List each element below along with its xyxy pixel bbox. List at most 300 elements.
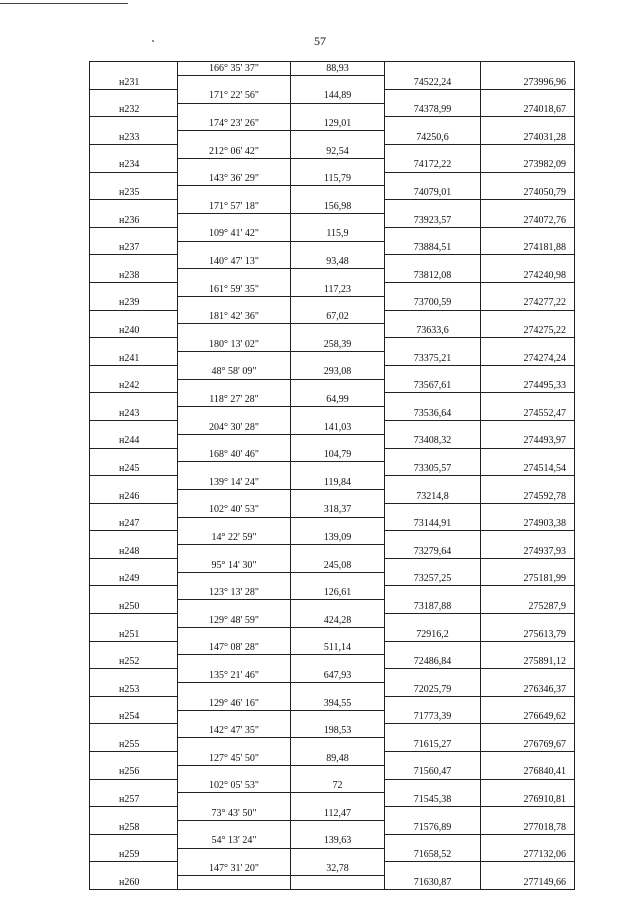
y-coordinate-cell — [481, 117, 575, 131]
x-coordinate-cell: 74250,6 — [385, 131, 481, 145]
distance-cell — [291, 572, 385, 586]
distance-cell — [291, 324, 385, 338]
distance-cell — [291, 462, 385, 476]
angle-cell — [178, 213, 291, 227]
point-name-cell — [90, 172, 178, 186]
point-name-cell — [90, 420, 178, 434]
segment-row — [90, 669, 575, 683]
segment-row — [90, 531, 575, 545]
x-coordinate-cell: 72025,79 — [385, 683, 481, 697]
point-name-cell: н235 — [90, 186, 178, 200]
distance-cell: 88,93 — [291, 62, 385, 76]
angle-cell — [178, 462, 291, 476]
angle-cell: 123° 13' 28" — [178, 586, 291, 600]
x-coordinate-cell — [385, 862, 481, 876]
y-coordinate-cell — [481, 255, 575, 269]
x-coordinate-cell: 73633,6 — [385, 324, 481, 338]
y-coordinate-cell: 274181,88 — [481, 241, 575, 255]
point-row — [90, 379, 575, 393]
segment-row — [90, 862, 575, 876]
point-name-cell: н257 — [90, 793, 178, 807]
point-row — [90, 351, 575, 365]
x-coordinate-cell: 73700,59 — [385, 296, 481, 310]
distance-cell: 318,37 — [291, 503, 385, 517]
x-coordinate-cell — [385, 117, 481, 131]
y-coordinate-cell: 274018,67 — [481, 103, 575, 117]
angle-cell: 129° 46' 16" — [178, 696, 291, 710]
point-row — [90, 241, 575, 255]
x-coordinate-cell: 73884,51 — [385, 241, 481, 255]
segment-row — [90, 89, 575, 103]
distance-cell: 67,02 — [291, 310, 385, 324]
segment-row — [90, 558, 575, 572]
y-coordinate-cell — [481, 752, 575, 766]
y-coordinate-cell — [481, 89, 575, 103]
x-coordinate-cell — [385, 696, 481, 710]
point-name-cell — [90, 503, 178, 517]
x-coordinate-cell: 73923,57 — [385, 213, 481, 227]
point-row — [90, 821, 575, 835]
y-coordinate-cell — [481, 807, 575, 821]
y-coordinate-cell — [481, 669, 575, 683]
point-name-cell — [90, 62, 178, 76]
point-name-cell: н245 — [90, 462, 178, 476]
point-name-cell: н239 — [90, 296, 178, 310]
point-name-cell — [90, 752, 178, 766]
angle-cell — [178, 351, 291, 365]
point-row — [90, 765, 575, 779]
y-coordinate-cell: 275613,79 — [481, 627, 575, 641]
point-name-cell: н255 — [90, 738, 178, 752]
distance-cell: 72 — [291, 779, 385, 793]
angle-cell — [178, 655, 291, 669]
x-coordinate-cell — [385, 310, 481, 324]
distance-cell: 115,9 — [291, 227, 385, 241]
point-name-cell: н233 — [90, 131, 178, 145]
angle-cell — [178, 489, 291, 503]
y-coordinate-cell — [481, 144, 575, 158]
x-coordinate-cell: 74172,22 — [385, 158, 481, 172]
distance-cell: 394,55 — [291, 696, 385, 710]
y-coordinate-cell — [481, 200, 575, 214]
segment-row — [90, 476, 575, 490]
x-coordinate-cell — [385, 338, 481, 352]
x-coordinate-cell — [385, 834, 481, 848]
x-coordinate-cell — [385, 558, 481, 572]
y-coordinate-cell — [481, 862, 575, 876]
y-coordinate-cell: 276910,81 — [481, 793, 575, 807]
x-coordinate-cell — [385, 752, 481, 766]
y-coordinate-cell — [481, 62, 575, 76]
angle-cell — [178, 600, 291, 614]
distance-cell: 647,93 — [291, 669, 385, 683]
angle-cell: 181° 42' 36" — [178, 310, 291, 324]
distance-cell — [291, 296, 385, 310]
angle-cell: 95° 14' 30" — [178, 558, 291, 572]
y-coordinate-cell — [481, 448, 575, 462]
angle-cell — [178, 241, 291, 255]
y-coordinate-cell: 277149,66 — [481, 876, 575, 890]
distance-cell — [291, 545, 385, 559]
distance-cell: 64,99 — [291, 393, 385, 407]
point-row — [90, 738, 575, 752]
page-number: 57 — [314, 34, 326, 48]
point-row — [90, 710, 575, 724]
y-coordinate-cell: 276346,37 — [481, 683, 575, 697]
x-coordinate-cell: 73375,21 — [385, 351, 481, 365]
y-coordinate-cell — [481, 420, 575, 434]
angle-cell — [178, 876, 291, 890]
angle-cell — [178, 186, 291, 200]
distance-cell — [291, 76, 385, 90]
distance-cell — [291, 213, 385, 227]
x-coordinate-cell — [385, 227, 481, 241]
y-coordinate-cell: 277018,78 — [481, 821, 575, 835]
distance-cell: 93,48 — [291, 255, 385, 269]
x-coordinate-cell — [385, 779, 481, 793]
point-name-cell — [90, 641, 178, 655]
angle-cell — [178, 572, 291, 586]
y-coordinate-cell — [481, 310, 575, 324]
angle-cell: 180° 13' 02" — [178, 338, 291, 352]
x-coordinate-cell — [385, 807, 481, 821]
distance-cell: 119,84 — [291, 476, 385, 490]
point-name-cell: н246 — [90, 489, 178, 503]
distance-cell — [291, 407, 385, 421]
angle-cell — [178, 627, 291, 641]
segment-row — [90, 420, 575, 434]
point-name-cell: н258 — [90, 821, 178, 835]
point-name-cell: н234 — [90, 158, 178, 172]
point-name-cell — [90, 696, 178, 710]
x-coordinate-cell: 74378,99 — [385, 103, 481, 117]
distance-cell — [291, 269, 385, 283]
y-coordinate-cell — [481, 476, 575, 490]
point-name-cell: н252 — [90, 655, 178, 669]
distance-cell — [291, 241, 385, 255]
distance-cell: 92,54 — [291, 144, 385, 158]
angle-cell — [178, 517, 291, 531]
y-coordinate-cell: 274277,22 — [481, 296, 575, 310]
angle-cell: 174° 23' 26" — [178, 117, 291, 131]
y-coordinate-cell: 274552,47 — [481, 407, 575, 421]
point-name-cell — [90, 227, 178, 241]
segment-row — [90, 614, 575, 628]
y-coordinate-cell: 274495,33 — [481, 379, 575, 393]
y-coordinate-cell — [481, 779, 575, 793]
x-coordinate-cell — [385, 62, 481, 76]
x-coordinate-cell — [385, 282, 481, 296]
y-coordinate-cell: 276769,67 — [481, 738, 575, 752]
point-name-cell — [90, 393, 178, 407]
point-row — [90, 848, 575, 862]
angle-cell — [178, 407, 291, 421]
y-coordinate-cell — [481, 696, 575, 710]
y-coordinate-cell — [481, 365, 575, 379]
angle-cell — [178, 545, 291, 559]
angle-cell — [178, 269, 291, 283]
angle-cell: 166° 35' 37" — [178, 62, 291, 76]
x-coordinate-cell: 73214,8 — [385, 489, 481, 503]
distance-cell — [291, 351, 385, 365]
point-name-cell — [90, 614, 178, 628]
x-coordinate-cell — [385, 724, 481, 738]
point-name-cell: н251 — [90, 627, 178, 641]
point-name-cell — [90, 834, 178, 848]
angle-cell: 147° 08' 28" — [178, 641, 291, 655]
point-row — [90, 103, 575, 117]
segment-row — [90, 255, 575, 269]
x-coordinate-cell — [385, 476, 481, 490]
distance-cell: 156,98 — [291, 200, 385, 214]
angle-cell: 102° 05' 53" — [178, 779, 291, 793]
point-name-cell: н259 — [90, 848, 178, 862]
segment-row — [90, 310, 575, 324]
y-coordinate-cell — [481, 558, 575, 572]
point-row — [90, 296, 575, 310]
point-name-cell: н248 — [90, 545, 178, 559]
distance-cell — [291, 821, 385, 835]
x-coordinate-cell: 71560,47 — [385, 765, 481, 779]
x-coordinate-cell: 74522,24 — [385, 76, 481, 90]
segment-row — [90, 503, 575, 517]
segment-row — [90, 586, 575, 600]
x-coordinate-cell: 71773,39 — [385, 710, 481, 724]
angle-cell: 212° 06' 42" — [178, 144, 291, 158]
angle-cell: 109° 41' 42" — [178, 227, 291, 241]
angle-cell — [178, 848, 291, 862]
point-row — [90, 655, 575, 669]
y-coordinate-cell — [481, 724, 575, 738]
point-row — [90, 434, 575, 448]
segment-row — [90, 365, 575, 379]
point-row — [90, 213, 575, 227]
point-row — [90, 683, 575, 697]
x-coordinate-cell: 73812,08 — [385, 269, 481, 283]
distance-cell: 104,79 — [291, 448, 385, 462]
distance-cell: 117,23 — [291, 282, 385, 296]
angle-cell: 142° 47' 35" — [178, 724, 291, 738]
x-coordinate-cell: 71630,87 — [385, 876, 481, 890]
distance-cell — [291, 131, 385, 145]
distance-cell: 89,48 — [291, 752, 385, 766]
distance-cell: 198,53 — [291, 724, 385, 738]
y-coordinate-cell: 275287,9 — [481, 600, 575, 614]
y-coordinate-cell — [481, 227, 575, 241]
angle-cell: 118° 27' 28" — [178, 393, 291, 407]
distance-cell: 112,47 — [291, 807, 385, 821]
x-coordinate-cell: 71658,52 — [385, 848, 481, 862]
y-coordinate-cell: 274275,22 — [481, 324, 575, 338]
angle-cell: 127° 45' 50" — [178, 752, 291, 766]
point-name-cell — [90, 476, 178, 490]
distance-cell — [291, 517, 385, 531]
distance-cell: 141,03 — [291, 420, 385, 434]
segment-row — [90, 724, 575, 738]
y-coordinate-cell: 274937,93 — [481, 545, 575, 559]
distance-cell: 32,78 — [291, 862, 385, 876]
angle-cell: 204° 30' 28" — [178, 420, 291, 434]
angle-cell: 171° 57' 18" — [178, 200, 291, 214]
distance-cell — [291, 848, 385, 862]
distance-cell: 139,63 — [291, 834, 385, 848]
segment-row — [90, 807, 575, 821]
x-coordinate-cell — [385, 144, 481, 158]
segment-row — [90, 172, 575, 186]
distance-cell: 245,08 — [291, 558, 385, 572]
point-name-cell — [90, 558, 178, 572]
distance-cell — [291, 710, 385, 724]
distance-cell — [291, 765, 385, 779]
angle-cell — [178, 434, 291, 448]
angle-cell — [178, 738, 291, 752]
point-name-cell — [90, 448, 178, 462]
point-name-cell: н249 — [90, 572, 178, 586]
distance-cell — [291, 627, 385, 641]
y-coordinate-cell: 276649,62 — [481, 710, 575, 724]
angle-cell: 143° 36' 29" — [178, 172, 291, 186]
angle-cell: 147° 31' 20" — [178, 862, 291, 876]
x-coordinate-cell: 73187,88 — [385, 600, 481, 614]
scan-edge-line — [0, 3, 128, 4]
x-coordinate-cell — [385, 448, 481, 462]
angle-cell — [178, 683, 291, 697]
x-coordinate-cell — [385, 200, 481, 214]
distance-cell — [291, 379, 385, 393]
x-coordinate-cell: 73257,25 — [385, 572, 481, 586]
point-row — [90, 76, 575, 90]
angle-cell: 14° 22' 59" — [178, 531, 291, 545]
distance-cell — [291, 103, 385, 117]
y-coordinate-cell — [481, 282, 575, 296]
point-row — [90, 489, 575, 503]
point-name-cell: н242 — [90, 379, 178, 393]
distance-cell: 511,14 — [291, 641, 385, 655]
x-coordinate-cell — [385, 531, 481, 545]
x-coordinate-cell: 71545,38 — [385, 793, 481, 807]
x-coordinate-cell: 73279,64 — [385, 545, 481, 559]
x-coordinate-cell: 71576,89 — [385, 821, 481, 835]
point-name-cell — [90, 669, 178, 683]
distance-cell: 293,08 — [291, 365, 385, 379]
angle-cell: 139° 14' 24" — [178, 476, 291, 490]
y-coordinate-cell — [481, 503, 575, 517]
angle-cell: 48° 58' 09" — [178, 365, 291, 379]
point-row — [90, 158, 575, 172]
x-coordinate-cell — [385, 172, 481, 186]
point-name-cell — [90, 310, 178, 324]
point-row — [90, 186, 575, 200]
distance-cell: 424,28 — [291, 614, 385, 628]
angle-cell — [178, 821, 291, 835]
point-name-cell: н231 — [90, 76, 178, 90]
point-row — [90, 793, 575, 807]
angle-cell — [178, 324, 291, 338]
point-row — [90, 627, 575, 641]
y-coordinate-cell — [481, 834, 575, 848]
angle-cell: 102° 40' 53" — [178, 503, 291, 517]
angle-cell: 171° 22' 56" — [178, 89, 291, 103]
angle-cell: 168° 40' 46" — [178, 448, 291, 462]
y-coordinate-cell: 275891,12 — [481, 655, 575, 669]
x-coordinate-cell — [385, 89, 481, 103]
point-name-cell: н256 — [90, 765, 178, 779]
angle-cell: 140° 47' 13" — [178, 255, 291, 269]
distance-cell — [291, 655, 385, 669]
point-row — [90, 572, 575, 586]
distance-cell — [291, 683, 385, 697]
angle-cell — [178, 158, 291, 172]
distance-cell — [291, 876, 385, 890]
segment-row — [90, 834, 575, 848]
angle-cell: 73° 43' 50" — [178, 807, 291, 821]
segment-row — [90, 62, 575, 76]
x-coordinate-cell — [385, 420, 481, 434]
angle-cell: 129° 48' 59" — [178, 614, 291, 628]
angle-cell — [178, 793, 291, 807]
point-row — [90, 462, 575, 476]
x-coordinate-cell — [385, 503, 481, 517]
y-coordinate-cell — [481, 172, 575, 186]
angle-cell — [178, 296, 291, 310]
y-coordinate-cell: 274240,98 — [481, 269, 575, 283]
point-name-cell: н244 — [90, 434, 178, 448]
x-coordinate-cell — [385, 614, 481, 628]
x-coordinate-cell — [385, 255, 481, 269]
point-name-cell — [90, 807, 178, 821]
point-name-cell — [90, 531, 178, 545]
point-name-cell — [90, 282, 178, 296]
point-name-cell: н232 — [90, 103, 178, 117]
angle-cell — [178, 765, 291, 779]
point-name-cell — [90, 862, 178, 876]
segment-row — [90, 200, 575, 214]
y-coordinate-cell: 274274,24 — [481, 351, 575, 365]
y-coordinate-cell: 274493,97 — [481, 434, 575, 448]
segment-row — [90, 696, 575, 710]
angle-cell: 54° 13' 24" — [178, 834, 291, 848]
point-row — [90, 545, 575, 559]
x-coordinate-cell — [385, 393, 481, 407]
point-row — [90, 876, 575, 890]
distance-cell: 129,01 — [291, 117, 385, 131]
segment-row — [90, 338, 575, 352]
x-coordinate-cell: 73567,61 — [385, 379, 481, 393]
segment-row — [90, 641, 575, 655]
segment-row — [90, 393, 575, 407]
angle-cell — [178, 710, 291, 724]
point-name-cell — [90, 200, 178, 214]
distance-cell — [291, 600, 385, 614]
point-name-cell: н250 — [90, 600, 178, 614]
x-coordinate-cell — [385, 641, 481, 655]
x-coordinate-cell: 73536,64 — [385, 407, 481, 421]
y-coordinate-cell — [481, 531, 575, 545]
distance-cell — [291, 793, 385, 807]
angle-cell — [178, 131, 291, 145]
y-coordinate-cell: 274050,79 — [481, 186, 575, 200]
distance-cell: 258,39 — [291, 338, 385, 352]
angle-cell: 135° 21' 46" — [178, 669, 291, 683]
y-coordinate-cell: 273996,96 — [481, 76, 575, 90]
point-name-cell — [90, 365, 178, 379]
y-coordinate-cell — [481, 586, 575, 600]
x-coordinate-cell — [385, 586, 481, 600]
distance-cell — [291, 489, 385, 503]
x-coordinate-cell — [385, 365, 481, 379]
x-coordinate-cell — [385, 669, 481, 683]
point-name-cell — [90, 724, 178, 738]
